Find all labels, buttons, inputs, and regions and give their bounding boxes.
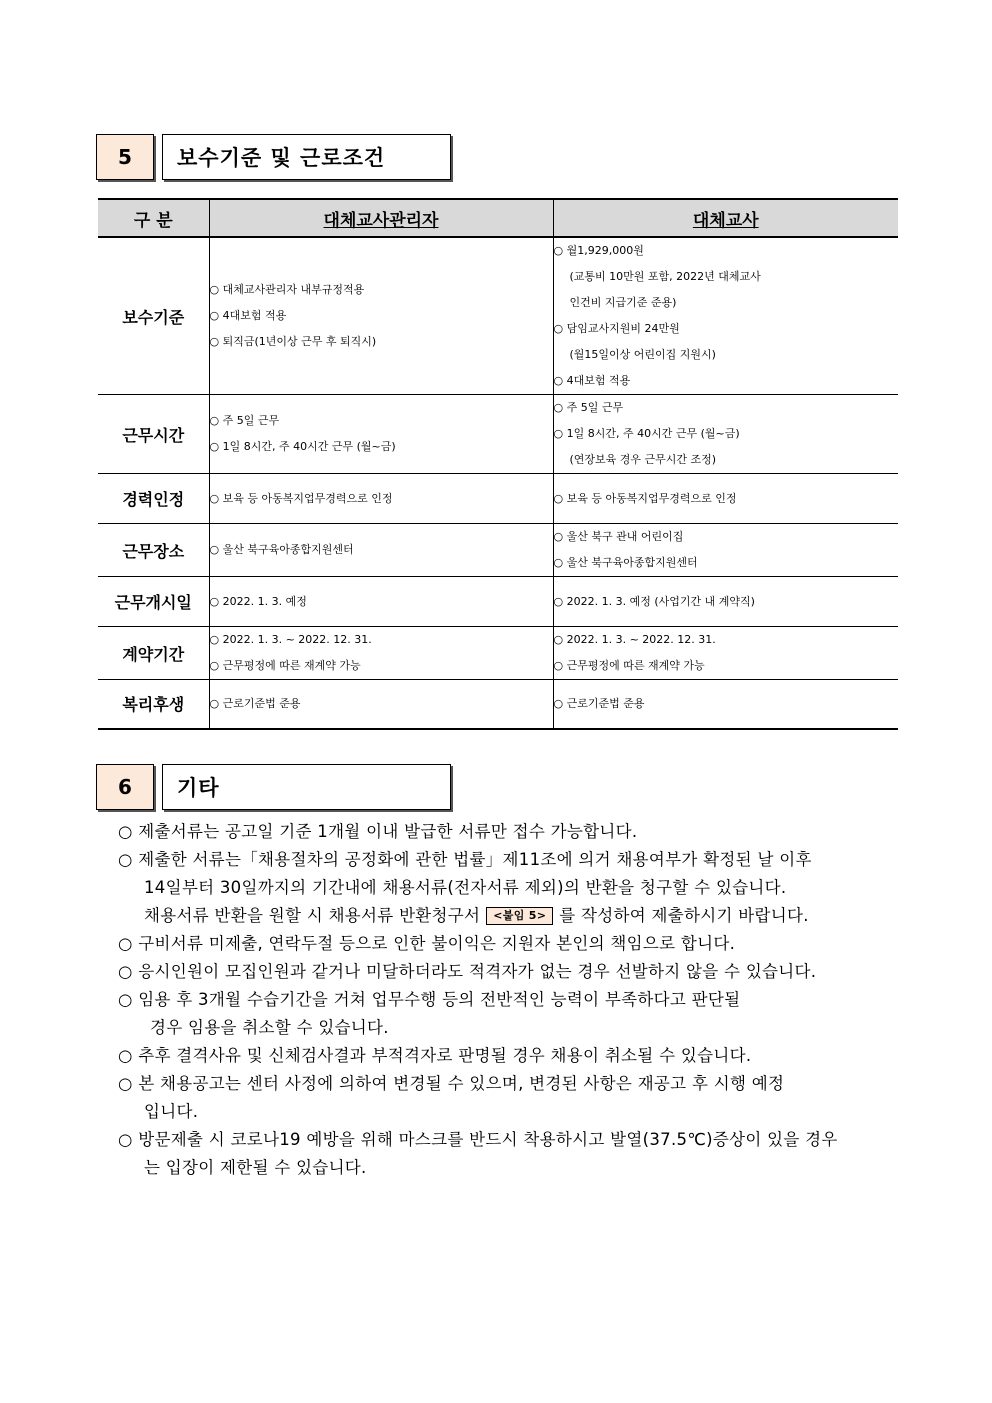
teacher-cell: ○ 울산 북구 관내 어린이집 ○ 울산 북구육아종합지원센터 [553,524,898,577]
row-label: 근무시간 [98,395,209,474]
table-header-row [98,199,898,237]
row-label: 보수기준 [98,237,209,395]
header-manager: 대체교사관리자 [209,199,553,237]
conditions-table [98,198,898,730]
manager-cell: ○ 보육 등 아동복지업무경력으로 인정 [209,474,553,524]
list-item: ○ 응시인원이 모집인원과 같거나 미달하더라도 적격자가 없는 경우 선발하지 않을 수 있습니다. [118,962,817,981]
list-item-continuation: 14일부터 30일까지의 기간내에 채용서류(전자서류 제외)의 반환을 청구할 수 있습니다. [144,878,787,897]
teacher-cell: ○ 2022. 1. 3. ~ 2022. 12. 31. ○ 근무평정에 따른 재계약 가능 [553,627,898,680]
attachment-badge: <붙임 5> [486,907,553,925]
list-item: ○ 추후 결격사유 및 신체검사결과 부적격자로 판명될 경우 채용이 취소될 수 있습니다. [118,1046,752,1065]
teacher-cell: ○ 월1,929,000원 (교통비 10만원 포함, 2022년 대체교사 인건비 지급기준 준용) ○ 담임교사지원비 24만원 (월15일이상 어린이집 지원시) ○ 4대보험 적용 [553,237,898,395]
list-item-continuation: 는 입장이 제한될 수 있습니다. [144,1158,367,1177]
table-row [98,577,898,627]
list-item: ○ 제출한 서류는「채용절차의 공정화에 관한 법률」제11조에 의거 채용여부가 확정된 날 이후 [118,850,812,869]
manager-cell: ○ 대체교사관리자 내부규정적용 ○ 4대보험 적용 ○ 퇴직금(1년이상 근무 후 퇴직시) [209,237,553,395]
teacher-cell: ○ 근로기준법 준용 [553,680,898,729]
table-row [98,395,898,474]
list-item: ○ 방문제출 시 코로나19 예방을 위해 마스크를 반드시 착용하시고 발열(37.5℃)증상이 있을 경우 [118,1130,838,1149]
manager-cell: ○ 주 5일 근무 ○ 1일 8시간, 주 40시간 근무 (월~금) [209,395,553,474]
row-label: 경력인정 [98,474,209,524]
teacher-cell: ○ 2022. 1. 3. 예정 (사업기간 내 계약직) [553,577,898,627]
section-number: 5 [96,134,154,180]
manager-cell: ○ 2022. 1. 3. ~ 2022. 12. 31. ○ 근무평정에 따른 재계약 가능 [209,627,553,680]
table-row [98,680,898,729]
teacher-cell: ○ 주 5일 근무 ○ 1일 8시간, 주 40시간 근무 (월~금) (연장보육 경우 근무시간 조정) [553,395,898,474]
list-item: ○ 본 채용공고는 센터 사정에 의하여 변경될 수 있으며, 변경된 사항은 재공고 후 시행 예정 [118,1074,785,1093]
manager-cell: ○ 2022. 1. 3. 예정 [209,577,553,627]
table-row [98,627,898,680]
teacher-cell: ○ 보육 등 아동복지업무경력으로 인정 [553,474,898,524]
row-label: 근무장소 [98,524,209,577]
manager-cell: ○ 근로기준법 준용 [209,680,553,729]
table-row [98,524,898,577]
list-item-continuation: 경우 임용을 취소할 수 있습니다. [150,1018,389,1037]
table-row [98,474,898,524]
section-title: 보수기준 및 근로조건 [162,134,451,180]
list-item-continuation: 입니다. [144,1102,199,1121]
section-title: 기타 [162,764,451,810]
row-label: 근무개시일 [98,577,209,627]
list-item-continuation: 채용서류 반환을 원할 시 채용서류 반환청구서 <붙임 5> 를 작성하여 제출하시기 바랍니다. [144,906,809,925]
row-label: 계약기간 [98,627,209,680]
header-category: 구 분 [98,199,209,237]
section-number: 6 [96,764,154,810]
list-item: ○ 제출서류는 공고일 기준 1개월 이내 발급한 서류만 접수 가능합니다. [118,822,638,841]
notes-list [118,818,908,1182]
manager-cell: ○ 울산 북구육아종합지원센터 [209,524,553,577]
table-row [98,237,898,395]
row-label: 복리후생 [98,680,209,729]
list-item: ○ 구비서류 미제출, 연락두절 등으로 인한 불이익은 지원자 본인의 책임으로 합니다. [118,934,736,953]
header-teacher: 대체교사 [553,199,898,237]
list-item: ○ 임용 후 3개월 수습기간을 거쳐 업무수행 등의 전반적인 능력이 부족하다고 판단될 [118,990,741,1009]
